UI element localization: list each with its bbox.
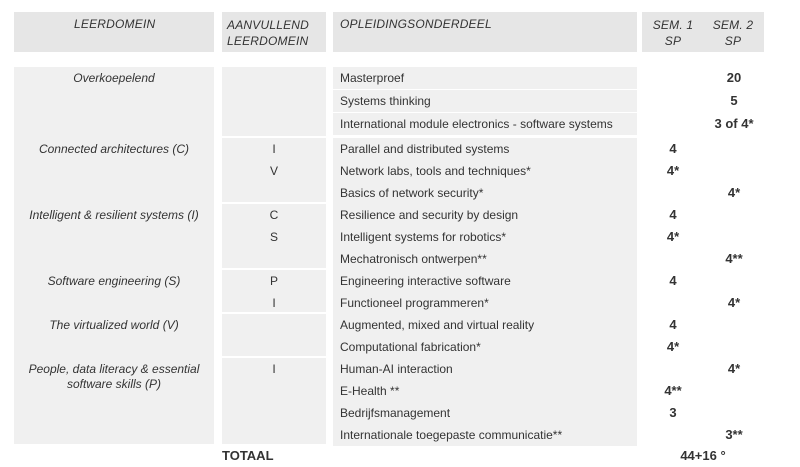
header-extra-line2: LEERDOMEIN (227, 34, 309, 48)
row-course: International module electronics - software systems (333, 113, 637, 135)
row-sem1: 4 (669, 273, 677, 288)
table-row (222, 226, 764, 248)
row-extra-domain: I (272, 362, 276, 376)
row-extra-domain: S (269, 230, 278, 244)
row-course: Functioneel programmeren* (333, 292, 637, 314)
row-sem1: 4 (669, 317, 677, 332)
domain-software-engineering (14, 270, 214, 316)
table-row (222, 314, 764, 336)
header-opleidingsonderdeel (333, 12, 637, 52)
domain-intelligent-resilient-systems (14, 204, 214, 272)
header-sem1-line1: SEM. 1 (652, 18, 694, 32)
row-course: Internationale toegepaste communicatie** (333, 424, 637, 446)
row-course: Resilience and security by design (333, 204, 637, 226)
table-row (222, 113, 764, 135)
row-extra-domain: P (269, 274, 278, 288)
domain-label: People, data literacy & essential software skills (P) (28, 362, 200, 391)
header-extra-line1: AANVULLEND (227, 18, 310, 32)
domain-label: Intelligent & resilient systems (I) (29, 208, 199, 222)
total-label: TOTAAL (222, 448, 274, 463)
row-sem1: 4* (666, 229, 680, 244)
row-sem2: 20 (726, 70, 742, 85)
row-extra-domain: V (269, 164, 278, 178)
row-sem2: 3 of 4* (714, 116, 754, 131)
table-row (222, 380, 764, 402)
row-sem1: 4* (666, 163, 680, 178)
row-course: Parallel and distributed systems (333, 138, 637, 160)
row-sem1: 4 (669, 207, 677, 222)
header-leerdomein (14, 12, 214, 52)
header-sem1 (648, 17, 698, 49)
row-sem1: 3 (669, 405, 677, 420)
row-extra-domain: C (269, 208, 279, 222)
row-course: Basics of network security* (333, 182, 637, 204)
table-row (222, 424, 764, 446)
table-row (222, 67, 764, 89)
row-course: Augmented, mixed and virtual reality (333, 314, 637, 336)
row-sem2: 4* (727, 185, 741, 200)
row-extra-domain: I (272, 296, 276, 310)
row-course: Mechatronisch ontwerpen** (333, 248, 637, 270)
row-course: E-Health ** (333, 380, 637, 402)
domain-label: Overkoepelend (73, 71, 155, 85)
domain-label: The virtualized world (V) (49, 318, 179, 332)
table-row (222, 182, 764, 204)
row-course: Engineering interactive software (333, 270, 637, 292)
table-row (222, 138, 764, 160)
domain-label: Software engineering (S) (47, 274, 181, 288)
row-sem1: 4* (666, 339, 680, 354)
row-sem2: 3** (725, 427, 743, 442)
row-course: Masterproef (333, 67, 637, 89)
header-sem2-line2: SP (724, 34, 742, 48)
row-sem1: 4 (669, 141, 677, 156)
row-sem2: 4* (727, 295, 741, 310)
row-sem2: 4** (725, 251, 743, 266)
domain-overkoepelend (14, 67, 214, 140)
row-sem1: 4** (664, 383, 682, 398)
table-row (222, 248, 764, 270)
table-row (222, 402, 764, 424)
total-value: 44+16 ° (680, 448, 726, 463)
row-course: Network labs, tools and techniques* (333, 160, 637, 182)
table-row (222, 336, 764, 358)
table-row (222, 160, 764, 182)
row-course: Human-AI interaction (333, 358, 637, 380)
row-extra-domain: I (272, 142, 276, 156)
table-row (222, 90, 764, 112)
table-row (222, 358, 764, 380)
row-sem2: 4* (727, 361, 741, 376)
header-semesters (642, 12, 764, 52)
header-sem1-line2: SP (664, 34, 682, 48)
header-sem2-line1: SEM. 2 (712, 18, 754, 32)
domain-connected-architectures (14, 138, 214, 206)
header-aanvullend-leerdomein (222, 12, 326, 52)
header-course-label: OPLEIDINGSONDERDEEL (340, 17, 492, 31)
header-sem2 (708, 17, 758, 49)
table-row (222, 270, 764, 292)
header-leerdomein-label: LEERDOMEIN (74, 17, 156, 31)
table-row (222, 204, 764, 226)
row-course: Intelligent systems for robotics* (333, 226, 637, 248)
row-course: Systems thinking (333, 90, 637, 112)
row-course: Bedrijfsmanagement (333, 402, 637, 424)
table-row (222, 292, 764, 314)
domain-virtualized-world (14, 314, 214, 360)
domain-people-data-literacy (14, 358, 214, 444)
domain-label: Connected architectures (C) (38, 142, 190, 156)
row-sem2: 5 (730, 93, 738, 108)
row-course: Computational fabrication* (333, 336, 637, 358)
